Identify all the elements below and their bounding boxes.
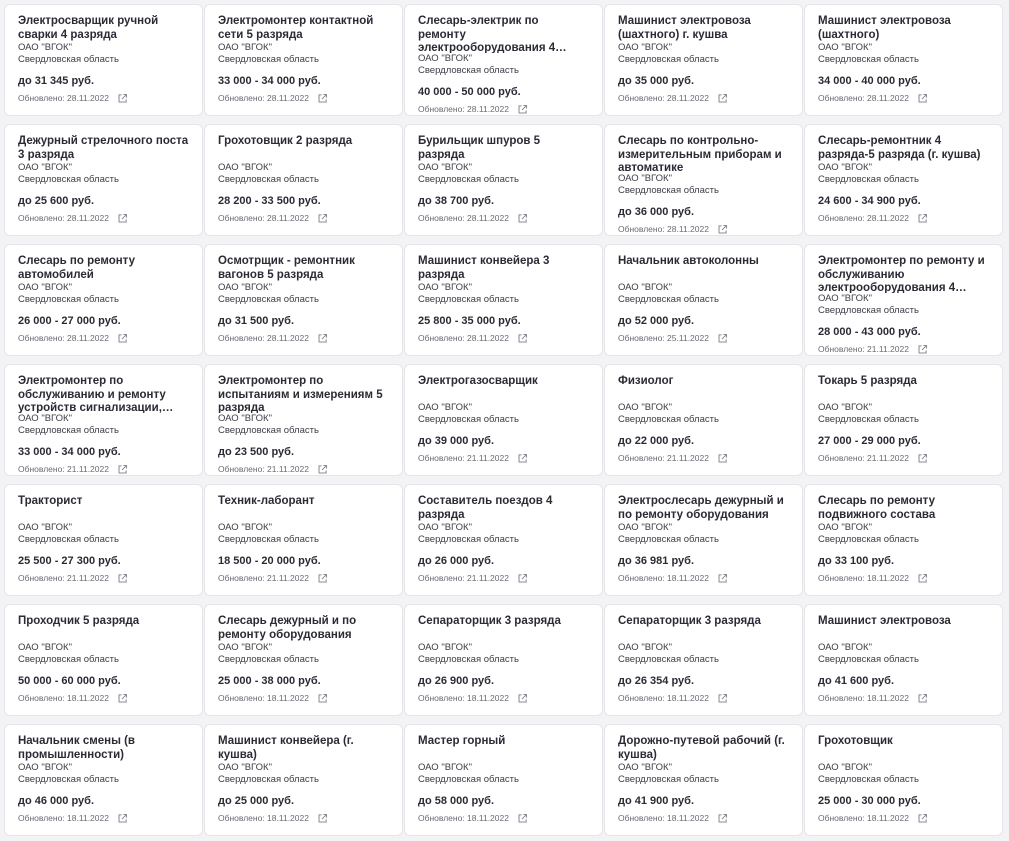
external-link-icon[interactable] <box>317 93 328 104</box>
vacancy-meta <box>818 453 989 464</box>
vacancy-employer: ОАО "ВГОК" <box>618 282 672 293</box>
external-link-icon[interactable] <box>317 573 328 584</box>
vacancy-region: Свердловская область <box>418 654 519 665</box>
vacancy-employer: ОАО "ВГОК" <box>618 42 672 53</box>
external-link-icon[interactable] <box>717 93 728 104</box>
vacancy-title[interactable]: Машинист электровоза (шахтного) <box>818 15 951 41</box>
vacancy-updated-date: Обновлено: 18.11.2022 <box>618 693 709 703</box>
vacancy-meta <box>618 224 789 235</box>
vacancy-title[interactable]: Машинист электровоза (шахтного) г. кушва <box>618 15 751 41</box>
vacancy-title[interactable]: Техник-лаборант <box>218 495 315 507</box>
vacancy-region: Свердловская область <box>418 174 519 185</box>
vacancy-title[interactable]: Слесарь-ремонтник 4 разряда-5 разряда (г. кушва) <box>818 135 981 161</box>
vacancy-updated-date: Обновлено: 21.11.2022 <box>418 573 509 583</box>
vacancy-title[interactable]: Слесарь по ремонту подвижного состава <box>818 495 936 521</box>
vacancy-salary: до 39 000 руб. <box>418 435 495 447</box>
vacancy-updated-date: Обновлено: 18.11.2022 <box>218 693 309 703</box>
vacancy-card[interactable] <box>604 604 803 716</box>
external-link-icon[interactable] <box>917 344 928 355</box>
external-link-icon[interactable] <box>317 693 328 704</box>
vacancy-updated-date: Обновлено: 28.11.2022 <box>218 333 309 343</box>
vacancy-meta <box>418 104 589 115</box>
vacancy-meta <box>218 573 389 584</box>
vacancy-updated-date: Обновлено: 28.11.2022 <box>418 213 509 223</box>
vacancy-updated-date: Обновлено: 28.11.2022 <box>618 93 709 103</box>
vacancy-meta <box>618 93 789 104</box>
vacancy-region: Свердловская область <box>218 174 319 185</box>
vacancy-region: Свердловская область <box>818 534 919 545</box>
external-link-icon[interactable] <box>117 213 128 224</box>
vacancy-updated-date: Обновлено: 21.11.2022 <box>618 453 709 463</box>
vacancy-salary: до 26 900 руб. <box>418 675 495 687</box>
vacancy-salary: 26 000 - 27 000 руб. <box>18 315 121 327</box>
vacancy-card[interactable] <box>4 604 203 716</box>
vacancy-salary: 50 000 - 60 000 руб. <box>18 675 121 687</box>
vacancy-card[interactable] <box>204 124 403 236</box>
vacancy-meta <box>818 573 989 584</box>
vacancy-updated-date: Обновлено: 18.11.2022 <box>618 573 709 583</box>
vacancy-meta <box>18 813 189 824</box>
vacancy-card[interactable] <box>204 724 403 836</box>
vacancy-card[interactable] <box>404 124 603 236</box>
vacancy-meta <box>218 213 389 224</box>
vacancy-title[interactable]: Электромонтер по обслуживанию и ремонту устройств сигнализации,… <box>18 375 174 413</box>
external-link-icon[interactable] <box>517 213 528 224</box>
vacancy-region: Свердловская область <box>418 774 519 785</box>
vacancy-salary: до 41 900 руб. <box>618 795 695 807</box>
vacancy-updated-date: Обновлено: 28.11.2022 <box>218 213 309 223</box>
vacancy-card[interactable] <box>604 244 803 356</box>
vacancy-region: Свердловская область <box>818 174 919 185</box>
vacancy-salary: 25 500 - 27 300 руб. <box>18 555 121 567</box>
vacancy-salary: до 41 600 руб. <box>818 675 895 687</box>
vacancy-card[interactable] <box>804 364 1003 476</box>
vacancy-updated-date: Обновлено: 18.11.2022 <box>618 813 709 823</box>
vacancy-title[interactable]: Слесарь по ремонту автомобилей <box>18 255 135 281</box>
vacancy-card[interactable] <box>404 724 603 836</box>
vacancy-region: Свердловская область <box>418 65 519 76</box>
vacancy-meta <box>818 344 989 355</box>
vacancy-meta <box>18 464 189 475</box>
vacancy-salary: 25 000 - 38 000 руб. <box>218 675 321 687</box>
vacancy-employer: ОАО "ВГОК" <box>818 522 872 533</box>
external-link-icon[interactable] <box>517 693 528 704</box>
vacancy-salary: до 31 500 руб. <box>218 315 295 327</box>
external-link-icon[interactable] <box>717 573 728 584</box>
vacancy-salary: до 38 700 руб. <box>418 195 495 207</box>
vacancy-employer: ОАО "ВГОК" <box>618 402 672 413</box>
vacancy-meta <box>18 333 189 344</box>
vacancy-card[interactable] <box>804 244 1003 356</box>
external-link-icon[interactable] <box>717 453 728 464</box>
vacancy-updated-date: Обновлено: 18.11.2022 <box>818 693 909 703</box>
vacancy-employer: ОАО "ВГОК" <box>818 162 872 173</box>
vacancy-salary: до 26 354 руб. <box>618 675 695 687</box>
vacancy-title[interactable]: Дежурный стрелочного поста 3 разряда <box>18 135 189 161</box>
vacancy-card[interactable] <box>4 724 203 836</box>
vacancy-salary: до 25 000 руб. <box>218 795 295 807</box>
external-link-icon[interactable] <box>517 333 528 344</box>
vacancy-employer: ОАО "ВГОК" <box>618 173 672 184</box>
vacancy-region: Свердловская область <box>818 305 919 316</box>
vacancy-region: Свердловская область <box>618 294 719 305</box>
vacancy-card[interactable] <box>404 4 603 116</box>
vacancy-employer: ОАО "ВГОК" <box>618 762 672 773</box>
vacancy-card[interactable] <box>804 124 1003 236</box>
vacancy-meta <box>418 453 589 464</box>
vacancy-title[interactable]: Слесарь дежурный и по ремонту оборудования <box>218 615 357 641</box>
vacancy-title[interactable]: Сепараторщик 3 разряда <box>618 615 761 627</box>
vacancy-salary: до 31 345 руб. <box>18 75 95 87</box>
vacancy-region: Свердловская область <box>218 774 319 785</box>
external-link-icon[interactable] <box>317 213 328 224</box>
vacancy-card[interactable] <box>604 724 803 836</box>
vacancy-employer: ОАО "ВГОК" <box>18 282 72 293</box>
vacancy-title[interactable]: Электрослесарь дежурный и по ремонту оборудования <box>618 495 784 521</box>
external-link-icon[interactable] <box>317 464 328 475</box>
vacancy-meta <box>218 464 389 475</box>
vacancy-updated-date: Обновлено: 18.11.2022 <box>18 693 109 703</box>
vacancy-employer: ОАО "ВГОК" <box>418 402 472 413</box>
vacancy-title[interactable]: Сепараторщик 3 разряда <box>418 615 561 627</box>
vacancy-updated-date: Обновлено: 18.11.2022 <box>218 813 309 823</box>
vacancy-region: Свердловская область <box>218 54 319 65</box>
external-link-icon[interactable] <box>717 224 728 235</box>
vacancy-meta <box>218 813 389 824</box>
vacancy-employer: ОАО "ВГОК" <box>18 642 72 653</box>
vacancy-card[interactable] <box>404 484 603 596</box>
vacancy-title[interactable]: Физиолог <box>618 375 674 387</box>
vacancy-meta <box>218 693 389 704</box>
vacancy-region: Свердловская область <box>18 294 119 305</box>
vacancy-employer: ОАО "ВГОК" <box>18 522 72 533</box>
vacancy-title[interactable]: Электрогазосварщик <box>418 375 538 387</box>
vacancy-region: Свердловская область <box>218 654 319 665</box>
vacancy-meta <box>418 573 589 584</box>
vacancy-meta <box>18 93 189 104</box>
vacancy-card[interactable] <box>804 484 1003 596</box>
external-link-icon[interactable] <box>917 573 928 584</box>
external-link-icon[interactable] <box>717 333 728 344</box>
vacancy-title[interactable]: Начальник смены (в промышленности) <box>18 735 135 761</box>
vacancy-updated-date: Обновлено: 28.11.2022 <box>618 224 709 234</box>
vacancy-title[interactable]: Тракторист <box>18 495 83 507</box>
vacancy-employer: ОАО "ВГОК" <box>418 642 472 653</box>
vacancy-card[interactable] <box>4 4 203 116</box>
external-link-icon[interactable] <box>117 693 128 704</box>
vacancy-region: Свердловская область <box>418 294 519 305</box>
vacancy-title[interactable]: Машинист конвейера (г. кушва) <box>218 735 354 761</box>
vacancy-meta <box>418 333 589 344</box>
vacancy-title[interactable]: Токарь 5 разряда <box>818 375 917 387</box>
vacancy-salary: 28 200 - 33 500 руб. <box>218 195 321 207</box>
vacancy-title[interactable]: Грохотовщик 2 разряда <box>218 135 353 147</box>
vacancy-updated-date: Обновлено: 25.11.2022 <box>618 333 709 343</box>
vacancy-updated-date: Обновлено: 21.11.2022 <box>418 453 509 463</box>
vacancy-region: Свердловская область <box>18 534 119 545</box>
vacancy-region: Свердловская область <box>18 54 119 65</box>
vacancy-updated-date: Обновлено: 28.11.2022 <box>18 333 109 343</box>
vacancy-employer: ОАО "ВГОК" <box>18 762 72 773</box>
vacancy-updated-date: Обновлено: 28.11.2022 <box>818 93 909 103</box>
vacancy-employer: ОАО "ВГОК" <box>218 42 272 53</box>
vacancy-region: Свердловская область <box>618 774 719 785</box>
vacancy-card[interactable] <box>204 244 403 356</box>
vacancy-updated-date: Обновлено: 18.11.2022 <box>818 573 909 583</box>
vacancy-updated-date: Обновлено: 28.11.2022 <box>818 213 909 223</box>
vacancy-card[interactable] <box>4 244 203 356</box>
vacancy-employer: ОАО "ВГОК" <box>818 762 872 773</box>
vacancy-region: Свердловская область <box>18 425 119 436</box>
vacancy-title[interactable]: Грохотовщик <box>818 735 893 747</box>
vacancy-region: Свердловская область <box>618 54 719 65</box>
vacancy-updated-date: Обновлено: 18.11.2022 <box>818 813 909 823</box>
vacancy-employer: ОАО "ВГОК" <box>418 282 472 293</box>
vacancy-meta <box>818 93 989 104</box>
vacancy-salary: 25 000 - 30 000 руб. <box>818 795 921 807</box>
external-link-icon[interactable] <box>117 813 128 824</box>
vacancy-card[interactable] <box>804 604 1003 716</box>
vacancy-card[interactable] <box>804 4 1003 116</box>
vacancy-employer: ОАО "ВГОК" <box>418 162 472 173</box>
vacancy-updated-date: Обновлено: 18.11.2022 <box>418 813 509 823</box>
vacancy-employer: ОАО "ВГОК" <box>818 402 872 413</box>
vacancy-meta <box>618 333 789 344</box>
vacancy-salary: 28 000 - 43 000 руб. <box>818 326 921 338</box>
vacancy-employer: ОАО "ВГОК" <box>418 762 472 773</box>
vacancy-employer: ОАО "ВГОК" <box>218 282 272 293</box>
external-link-icon[interactable] <box>117 573 128 584</box>
vacancy-card[interactable] <box>804 724 1003 836</box>
vacancy-salary: до 22 000 руб. <box>618 435 695 447</box>
vacancy-salary: до 52 000 руб. <box>618 315 695 327</box>
vacancy-region: Свердловская область <box>218 534 319 545</box>
vacancy-employer: ОАО "ВГОК" <box>818 293 872 304</box>
vacancy-meta <box>618 693 789 704</box>
external-link-icon[interactable] <box>317 813 328 824</box>
external-link-icon[interactable] <box>917 93 928 104</box>
vacancy-salary: 27 000 - 29 000 руб. <box>818 435 921 447</box>
vacancy-salary: 25 800 - 35 000 руб. <box>418 315 521 327</box>
vacancy-card[interactable] <box>204 604 403 716</box>
vacancy-updated-date: Обновлено: 18.11.2022 <box>418 693 509 703</box>
vacancy-card[interactable] <box>404 244 603 356</box>
vacancy-title[interactable]: Проходчик 5 разряда <box>18 615 140 627</box>
vacancy-updated-date: Обновлено: 21.11.2022 <box>818 344 909 354</box>
vacancy-card[interactable] <box>604 124 803 236</box>
vacancy-title[interactable]: Машинист электровоза <box>818 615 951 627</box>
external-link-icon[interactable] <box>117 464 128 475</box>
external-link-icon[interactable] <box>917 693 928 704</box>
vacancy-card[interactable] <box>404 364 603 476</box>
vacancy-salary: до 26 000 руб. <box>418 555 495 567</box>
vacancy-meta <box>818 213 989 224</box>
vacancy-employer: ОАО "ВГОК" <box>218 413 272 424</box>
vacancy-meta <box>818 693 989 704</box>
vacancy-region: Свердловская область <box>618 654 719 665</box>
vacancy-region: Свердловская область <box>218 425 319 436</box>
vacancy-title[interactable]: Дорожно-путевой рабочий (г. кушва) <box>618 735 785 761</box>
vacancy-updated-date: Обновлено: 21.11.2022 <box>818 453 909 463</box>
external-link-icon[interactable] <box>317 333 328 344</box>
vacancy-meta <box>18 213 189 224</box>
vacancy-meta <box>618 813 789 824</box>
vacancy-employer: ОАО "ВГОК" <box>218 162 272 173</box>
vacancy-title[interactable]: Бурильщик шпуров 5 разряда <box>418 135 541 161</box>
vacancy-salary: до 46 000 руб. <box>18 795 95 807</box>
vacancy-card[interactable] <box>204 364 403 476</box>
vacancy-employer: ОАО "ВГОК" <box>618 522 672 533</box>
vacancy-salary: до 25 600 руб. <box>18 195 95 207</box>
vacancy-region: Свердловская область <box>818 654 919 665</box>
vacancy-employer: ОАО "ВГОК" <box>818 42 872 53</box>
vacancy-card[interactable] <box>204 484 403 596</box>
vacancy-title[interactable]: Составитель поездов 4 разряда <box>418 495 553 521</box>
vacancy-updated-date: Обновлено: 18.11.2022 <box>18 813 109 823</box>
vacancy-updated-date: Обновлено: 28.11.2022 <box>18 213 109 223</box>
vacancy-title[interactable]: Начальник автоколонны <box>618 255 759 267</box>
vacancy-meta <box>418 693 589 704</box>
vacancy-card[interactable] <box>4 364 203 476</box>
vacancy-updated-date: Обновлено: 28.11.2022 <box>418 104 509 114</box>
external-link-icon[interactable] <box>117 93 128 104</box>
vacancy-card[interactable] <box>204 4 403 116</box>
vacancy-updated-date: Обновлено: 21.11.2022 <box>218 464 309 474</box>
vacancy-title[interactable]: Слесарь по контрольно-измерительным приборам и автоматике <box>618 135 782 173</box>
vacancy-region: Свердловская область <box>618 185 719 196</box>
vacancy-meta <box>418 213 589 224</box>
vacancy-title[interactable]: Электромонтер по ремонту и обслуживанию электрооборудования 4… <box>818 255 985 293</box>
vacancy-title[interactable]: Электросварщик ручной сварки 4 разряда <box>18 15 159 41</box>
external-link-icon[interactable] <box>717 693 728 704</box>
vacancy-grid <box>4 4 1003 836</box>
vacancy-salary: 18 500 - 20 000 руб. <box>218 555 321 567</box>
vacancy-title[interactable]: Электромонтер по испытаниям и измерениям 5 разряда <box>218 375 383 413</box>
vacancy-card[interactable] <box>404 604 603 716</box>
vacancy-title[interactable]: Слесарь-электрик по ремонту электрооборудования 4… <box>418 15 567 53</box>
vacancy-updated-date: Обновлено: 28.11.2022 <box>218 93 309 103</box>
vacancy-employer: ОАО "ВГОК" <box>18 42 72 53</box>
external-link-icon[interactable] <box>517 573 528 584</box>
external-link-icon[interactable] <box>917 453 928 464</box>
external-link-icon[interactable] <box>917 213 928 224</box>
vacancy-meta <box>18 693 189 704</box>
vacancy-salary: 24 600 - 34 900 руб. <box>818 195 921 207</box>
vacancy-region: Свердловская область <box>218 294 319 305</box>
external-link-icon[interactable] <box>517 813 528 824</box>
vacancy-region: Свердловская область <box>618 534 719 545</box>
external-link-icon[interactable] <box>717 813 728 824</box>
vacancy-employer: ОАО "ВГОК" <box>18 162 72 173</box>
vacancy-title[interactable]: Осмотрщик - ремонтник вагонов 5 разряда <box>218 255 355 281</box>
vacancy-employer: ОАО "ВГОК" <box>418 53 472 64</box>
vacancy-salary: до 36 981 руб. <box>618 555 695 567</box>
vacancy-employer: ОАО "ВГОК" <box>18 413 72 424</box>
vacancy-region: Свердловская область <box>818 774 919 785</box>
vacancy-region: Свердловская область <box>618 414 719 425</box>
vacancy-meta <box>818 813 989 824</box>
vacancy-employer: ОАО "ВГОК" <box>218 522 272 533</box>
vacancy-employer: ОАО "ВГОК" <box>218 642 272 653</box>
vacancy-employer: ОАО "ВГОК" <box>818 642 872 653</box>
external-link-icon[interactable] <box>917 813 928 824</box>
vacancy-updated-date: Обновлено: 28.11.2022 <box>418 333 509 343</box>
vacancy-employer: ОАО "ВГОК" <box>418 522 472 533</box>
vacancy-meta <box>618 453 789 464</box>
vacancy-salary: 33 000 - 34 000 руб. <box>218 75 321 87</box>
vacancy-employer: ОАО "ВГОК" <box>618 642 672 653</box>
vacancy-employer: ОАО "ВГОК" <box>218 762 272 773</box>
vacancy-card[interactable] <box>4 484 203 596</box>
vacancy-updated-date: Обновлено: 28.11.2022 <box>18 93 109 103</box>
vacancy-meta <box>418 813 589 824</box>
vacancy-updated-date: Обновлено: 21.11.2022 <box>218 573 309 583</box>
external-link-icon[interactable] <box>517 104 528 115</box>
vacancy-card[interactable] <box>4 124 203 236</box>
vacancy-salary: до 36 000 руб. <box>618 206 695 218</box>
vacancy-updated-date: Обновлено: 21.11.2022 <box>18 464 109 474</box>
vacancy-salary: 34 000 - 40 000 руб. <box>818 75 921 87</box>
vacancy-salary: до 33 100 руб. <box>818 555 895 567</box>
vacancy-title[interactable]: Электромонтер контактной сети 5 разряда <box>218 15 374 41</box>
vacancy-salary: до 35 000 руб. <box>618 75 695 87</box>
vacancy-region: Свердловская область <box>18 174 119 185</box>
external-link-icon[interactable] <box>517 453 528 464</box>
vacancy-meta <box>218 93 389 104</box>
vacancy-region: Свердловская область <box>818 54 919 65</box>
vacancy-region: Свердловская область <box>18 654 119 665</box>
vacancy-card[interactable] <box>604 364 803 476</box>
vacancy-meta <box>618 573 789 584</box>
vacancy-salary: до 58 000 руб. <box>418 795 495 807</box>
vacancy-salary: 33 000 - 34 000 руб. <box>18 446 121 458</box>
vacancy-card[interactable] <box>604 4 803 116</box>
vacancy-salary: 40 000 - 50 000 руб. <box>418 86 521 98</box>
external-link-icon[interactable] <box>117 333 128 344</box>
vacancy-title[interactable]: Мастер горный <box>418 735 506 747</box>
vacancy-region: Свердловская область <box>18 774 119 785</box>
vacancy-title[interactable]: Машинист конвейера 3 разряда <box>418 255 550 281</box>
vacancy-meta <box>218 333 389 344</box>
vacancy-region: Свердловская область <box>418 534 519 545</box>
vacancy-region: Свердловская область <box>818 414 919 425</box>
vacancy-card[interactable] <box>604 484 803 596</box>
vacancy-meta <box>18 573 189 584</box>
vacancy-updated-date: Обновлено: 21.11.2022 <box>18 573 109 583</box>
vacancy-region: Свердловская область <box>418 414 519 425</box>
vacancy-salary: до 23 500 руб. <box>218 446 295 458</box>
